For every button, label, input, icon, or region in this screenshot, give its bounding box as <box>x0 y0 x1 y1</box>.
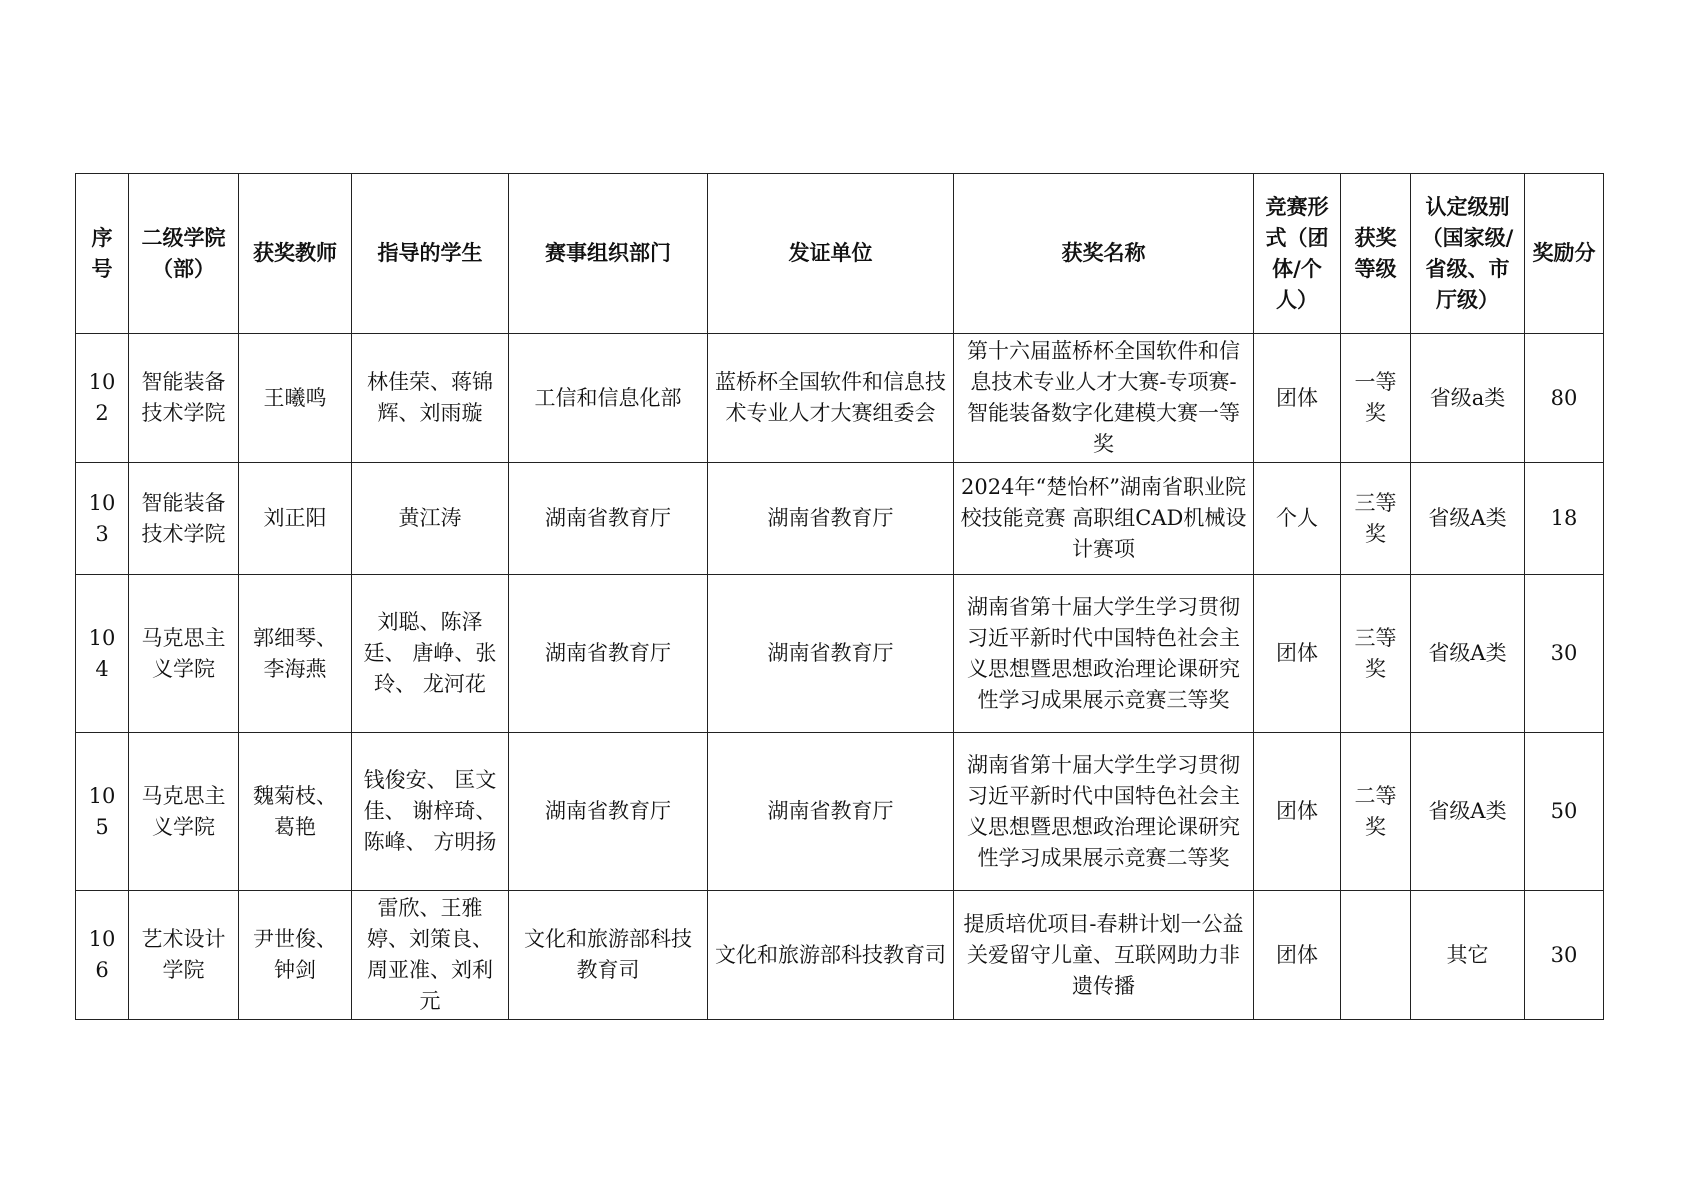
cell-organizer: 湖南省教育厅 <box>509 463 708 575</box>
cell-seq: 104 <box>76 575 129 733</box>
header-teacher: 获奖教师 <box>239 174 352 334</box>
cell-organizer: 湖南省教育厅 <box>509 733 708 891</box>
cell-level: 其它 <box>1411 891 1525 1020</box>
cell-award-name: 湖南省第十届大学生学习贯彻习近平新时代中国特色社会主义思想暨思想政治理论课研究性学习成果展示竞赛三等奖 <box>954 575 1254 733</box>
cell-organizer: 湖南省教育厅 <box>509 575 708 733</box>
cell-seq: 103 <box>76 463 129 575</box>
cell-organizer: 工信和信息化部 <box>509 334 708 463</box>
cell-students: 钱俊安、 匡文佳、 谢梓琦、 陈峰、 方明扬 <box>352 733 509 891</box>
cell-level: 省级A类 <box>1411 733 1525 891</box>
header-college: 二级学院（部） <box>129 174 239 334</box>
table-row <box>76 891 1604 1020</box>
cell-teacher: 王曦鸣 <box>239 334 352 463</box>
cell-organizer: 文化和旅游部科技教育司 <box>509 891 708 1020</box>
cell-seq: 102 <box>76 334 129 463</box>
cell-award-name: 湖南省第十届大学生学习贯彻习近平新时代中国特色社会主义思想暨思想政治理论课研究性学习成果展示竞赛二等奖 <box>954 733 1254 891</box>
table-row <box>76 575 1604 733</box>
cell-teacher: 刘正阳 <box>239 463 352 575</box>
cell-level: 省级A类 <box>1411 463 1525 575</box>
header-format: 竞赛形式（团体/个人） <box>1254 174 1341 334</box>
cell-issuer: 文化和旅游部科技教育司 <box>708 891 954 1020</box>
cell-students: 林佳荣、蒋锦辉、刘雨璇 <box>352 334 509 463</box>
cell-grade: 一等奖 <box>1341 334 1411 463</box>
cell-issuer: 蓝桥杯全国软件和信息技术专业人才大赛组委会 <box>708 334 954 463</box>
cell-teacher: 尹世俊、钟剑 <box>239 891 352 1020</box>
header-seq: 序号 <box>76 174 129 334</box>
cell-award-name: 提质培优项目-春耕计划一公益关爱留守儿童、互联网助力非遗传播 <box>954 891 1254 1020</box>
cell-points: 50 <box>1525 733 1604 891</box>
header-level: 认定级别（国家级/省级、市厅级） <box>1411 174 1525 334</box>
cell-format: 团体 <box>1254 575 1341 733</box>
cell-college: 马克思主义学院 <box>129 575 239 733</box>
cell-points: 18 <box>1525 463 1604 575</box>
table-row <box>76 334 1604 463</box>
cell-students: 刘聪、陈泽廷、 唐峥、张玲、 龙河花 <box>352 575 509 733</box>
cell-award-name: 第十六届蓝桥杯全国软件和信息技术专业人才大赛-专项赛-智能装备数字化建模大赛一等奖 <box>954 334 1254 463</box>
cell-teacher: 魏菊枝、葛艳 <box>239 733 352 891</box>
cell-points: 30 <box>1525 575 1604 733</box>
table-row <box>76 463 1604 575</box>
cell-award-name: 2024年“楚怡杯”湖南省职业院校技能竞赛 高职组CAD机械设计赛项 <box>954 463 1254 575</box>
cell-points: 30 <box>1525 891 1604 1020</box>
cell-grade: 三等奖 <box>1341 575 1411 733</box>
header-students: 指导的学生 <box>352 174 509 334</box>
cell-grade: 三等奖 <box>1341 463 1411 575</box>
cell-students: 黄江涛 <box>352 463 509 575</box>
header-organizer: 赛事组织部门 <box>509 174 708 334</box>
header-award-name: 获奖名称 <box>954 174 1254 334</box>
award-table <box>75 173 1604 1020</box>
cell-level: 省级A类 <box>1411 575 1525 733</box>
cell-grade: 二等奖 <box>1341 733 1411 891</box>
header-row <box>76 174 1604 334</box>
header-grade: 获奖等级 <box>1341 174 1411 334</box>
header-issuer: 发证单位 <box>708 174 954 334</box>
cell-seq: 106 <box>76 891 129 1020</box>
cell-seq: 105 <box>76 733 129 891</box>
cell-format: 团体 <box>1254 334 1341 463</box>
cell-grade <box>1341 891 1411 1020</box>
cell-college: 智能装备技术学院 <box>129 463 239 575</box>
cell-college: 艺术设计学院 <box>129 891 239 1020</box>
cell-issuer: 湖南省教育厅 <box>708 733 954 891</box>
header-points: 奖励分 <box>1525 174 1604 334</box>
cell-points: 80 <box>1525 334 1604 463</box>
cell-format: 团体 <box>1254 733 1341 891</box>
cell-students: 雷欣、王雅婷、刘策良、周亚准、刘利元 <box>352 891 509 1020</box>
table-row <box>76 733 1604 891</box>
cell-college: 马克思主义学院 <box>129 733 239 891</box>
cell-college: 智能装备技术学院 <box>129 334 239 463</box>
cell-format: 个人 <box>1254 463 1341 575</box>
cell-teacher: 郭细琴、李海燕 <box>239 575 352 733</box>
cell-issuer: 湖南省教育厅 <box>708 463 954 575</box>
cell-level: 省级a类 <box>1411 334 1525 463</box>
cell-format: 团体 <box>1254 891 1341 1020</box>
cell-issuer: 湖南省教育厅 <box>708 575 954 733</box>
